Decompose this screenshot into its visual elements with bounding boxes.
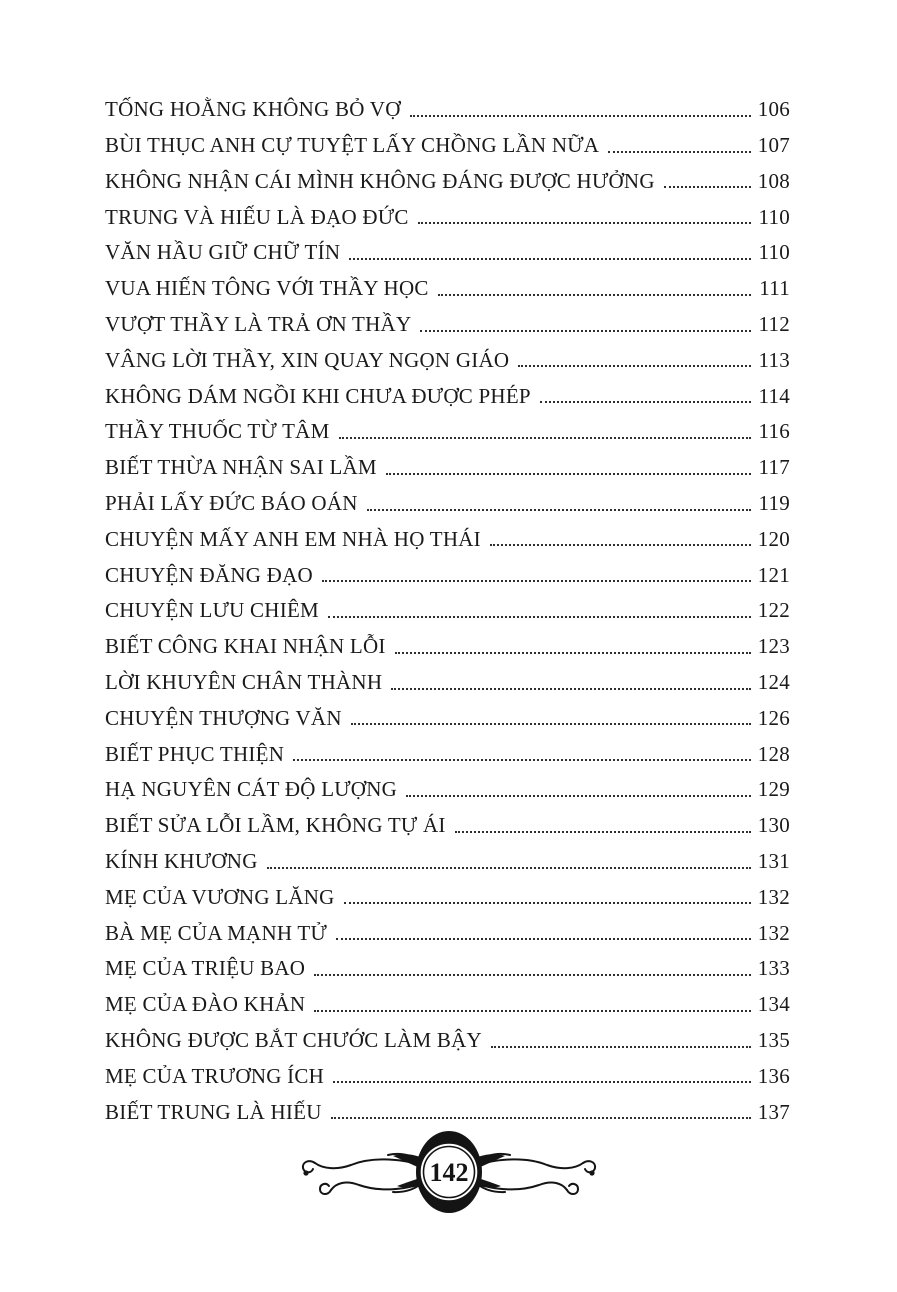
dot-leader xyxy=(367,509,751,511)
toc-entry-title: PHẢI LẤY ĐỨC BÁO OÁN xyxy=(105,491,358,516)
toc-entry xyxy=(105,337,790,373)
dot-leader xyxy=(455,831,751,833)
toc-entry-title: CHUYỆN ĐĂNG ĐẠO xyxy=(105,562,313,587)
toc-entry-title: BIẾT SỬA LỖI LẦM, KHÔNG TỰ ÁI xyxy=(105,813,446,838)
toc-entry-page: 117 xyxy=(758,455,790,480)
page-number: 142 xyxy=(429,1158,468,1187)
toc-entry-title: CHUYỆN MẤY ANH EM NHÀ HỌ THÁI xyxy=(105,526,481,551)
toc-entry xyxy=(105,695,790,731)
toc-entry-page: 122 xyxy=(757,598,790,623)
toc-entry-title: VĂN HẦU GIỮ CHỮ TÍN xyxy=(105,240,341,265)
toc-entry-page: 121 xyxy=(757,562,790,587)
toc-entry-title: TỐNG HOẰNG KHÔNG BỎ VỢ xyxy=(105,97,401,122)
toc-entry-page: 132 xyxy=(757,920,790,945)
dot-leader xyxy=(391,688,751,690)
toc-entry xyxy=(105,301,790,337)
dot-leader xyxy=(608,151,751,153)
toc-entry-page: 114 xyxy=(758,383,790,408)
toc-entry xyxy=(105,981,790,1017)
toc-entry-title: CHUYỆN LƯU CHIÊM xyxy=(105,598,319,623)
toc-entry xyxy=(105,1053,790,1089)
toc-entry xyxy=(105,122,790,158)
dot-leader xyxy=(314,974,751,976)
toc-entry-page: 123 xyxy=(757,634,790,659)
toc-entry xyxy=(105,659,790,695)
toc-entry-title: MẸ CỦA VƯƠNG LĂNG xyxy=(105,884,335,909)
dot-leader xyxy=(328,616,751,618)
toc-entry-page: 106 xyxy=(757,97,790,122)
toc-entry-page: 130 xyxy=(757,813,790,838)
toc-entry-page: 113 xyxy=(758,347,790,372)
toc-entry-title: VƯỢT THẦY LÀ TRẢ ƠN THẦY xyxy=(105,312,412,337)
toc-entry-page: 135 xyxy=(757,1028,790,1052)
toc-entry xyxy=(105,158,790,194)
toc-entry xyxy=(105,766,790,802)
dot-leader xyxy=(395,652,751,654)
dot-leader xyxy=(490,544,751,546)
toc-entry-title: VUA HIẾN TÔNG VỚI THẦY HỌC xyxy=(105,276,429,301)
toc-entry xyxy=(105,408,790,444)
toc-entry-page: 110 xyxy=(758,204,790,229)
dot-leader xyxy=(540,401,751,403)
dot-leader xyxy=(344,902,751,904)
dot-leader xyxy=(349,258,751,260)
toc-entry xyxy=(105,193,790,229)
toc-entry-page: 126 xyxy=(757,705,790,730)
toc-entry-page: 120 xyxy=(757,526,790,551)
toc-list xyxy=(105,86,790,1124)
toc-entry-page: 119 xyxy=(758,491,790,516)
toc-entry-page: 124 xyxy=(757,670,790,695)
dot-leader xyxy=(339,437,751,439)
toc-entry xyxy=(105,838,790,874)
toc-entry xyxy=(105,551,790,587)
toc-entry-title: BIẾT PHỤC THIỆN xyxy=(105,741,285,766)
toc-entry xyxy=(105,945,790,981)
toc-entry-title: VÂNG LỜI THẦY, XIN QUAY NGỌN GIÁO xyxy=(105,347,510,372)
toc-entry-title: MẸ CỦA TRƯƠNG ÍCH xyxy=(105,1063,325,1088)
toc-entry xyxy=(105,480,790,516)
toc-entry-page: 111 xyxy=(759,276,790,301)
toc-entry xyxy=(105,265,790,301)
toc-entry xyxy=(105,623,790,659)
dot-leader xyxy=(438,294,751,296)
dot-leader xyxy=(333,1081,751,1083)
dot-leader xyxy=(491,1046,751,1048)
dot-leader xyxy=(293,759,751,761)
toc-entry-page: 107 xyxy=(757,133,790,158)
toc-entry-page: 129 xyxy=(757,777,790,802)
toc-entry xyxy=(105,1017,790,1053)
toc-entry-title: MẸ CỦA ĐÀO KHẢN xyxy=(105,992,306,1017)
toc-entry xyxy=(105,909,790,945)
toc-entry-title: MẸ CỦA TRIỆU BAO xyxy=(105,956,306,981)
dot-leader xyxy=(386,473,751,475)
dot-leader xyxy=(331,1117,751,1119)
toc-entry-title: BIẾT TRUNG LÀ HIẾU xyxy=(105,1099,322,1124)
toc-entry xyxy=(105,372,790,408)
toc-entry-page: 133 xyxy=(757,956,790,981)
toc-entry-page: 132 xyxy=(757,884,790,909)
dot-leader xyxy=(418,222,751,224)
toc-entry-title: KÍNH KHƯƠNG xyxy=(105,849,258,874)
toc-entry-title: CHUYỆN THƯỢNG VĂN xyxy=(105,705,342,730)
toc-entry-page: 116 xyxy=(758,419,790,444)
toc-entry xyxy=(105,874,790,910)
dot-leader xyxy=(664,186,751,188)
toc-entry-title: BIẾT CÔNG KHAI NHẬN LỖI xyxy=(105,634,386,659)
toc-entry xyxy=(105,516,790,552)
toc-entry-page: 131 xyxy=(757,849,790,874)
toc-entry-page: 110 xyxy=(758,240,790,265)
dot-leader xyxy=(336,938,751,940)
toc-entry-title: BÙI THỤC ANH CỰ TUYỆT LẤY CHỒNG LẦN NỮA xyxy=(105,133,600,158)
dot-leader xyxy=(267,867,751,869)
toc-entry-page: 134 xyxy=(757,992,790,1017)
dot-leader xyxy=(351,723,751,725)
toc-entry xyxy=(105,587,790,623)
toc-entry-page: 137 xyxy=(757,1099,790,1124)
toc-entry-title: TRUNG VÀ HIẾU LÀ ĐẠO ĐỨC xyxy=(105,204,409,229)
dot-leader xyxy=(314,1010,751,1012)
toc-entry-page: 108 xyxy=(757,168,790,193)
toc-entry-title: HẠ NGUYÊN CÁT ĐỘ LƯỢNG xyxy=(105,777,398,802)
toc-entry xyxy=(105,229,790,265)
toc-entry-title: KHÔNG ĐƯỢC BẮT CHƯỚC LÀM BẬY xyxy=(105,1028,482,1052)
dot-leader xyxy=(322,580,751,582)
dot-leader xyxy=(410,115,751,117)
dot-leader xyxy=(406,795,751,797)
toc-entry-title: KHÔNG DÁM NGỒI KHI CHƯA ĐƯỢC PHÉP xyxy=(105,383,531,408)
right-flourish xyxy=(463,1154,595,1194)
toc-entry-title: LỜI KHUYÊN CHÂN THÀNH xyxy=(105,670,383,695)
toc-entry xyxy=(105,730,790,766)
toc-entry xyxy=(105,86,790,122)
footer-ornament xyxy=(0,1128,897,1216)
left-flourish xyxy=(302,1154,434,1194)
toc-entry-page: 112 xyxy=(758,312,790,337)
toc-entry-page: 136 xyxy=(757,1063,790,1088)
dot-leader xyxy=(420,330,751,332)
toc-entry-title: KHÔNG NHẬN CÁI MÌNH KHÔNG ĐÁNG ĐƯỢC HƯỞNG xyxy=(105,168,655,193)
page-number-ornament-graphic xyxy=(299,1128,599,1216)
toc-entry-title: BÀ MẸ CỦA MẠNH TỬ xyxy=(105,920,328,945)
toc-entry xyxy=(105,1088,790,1124)
toc-entry xyxy=(105,444,790,480)
dot-leader xyxy=(518,365,751,367)
toc-entry-title: BIẾT THỪA NHẬN SAI LẦM xyxy=(105,455,377,480)
toc-entry xyxy=(105,802,790,838)
toc-entry-page: 128 xyxy=(757,741,790,766)
toc-entry-title: THẦY THUỐC TỪ TÂM xyxy=(105,419,330,444)
